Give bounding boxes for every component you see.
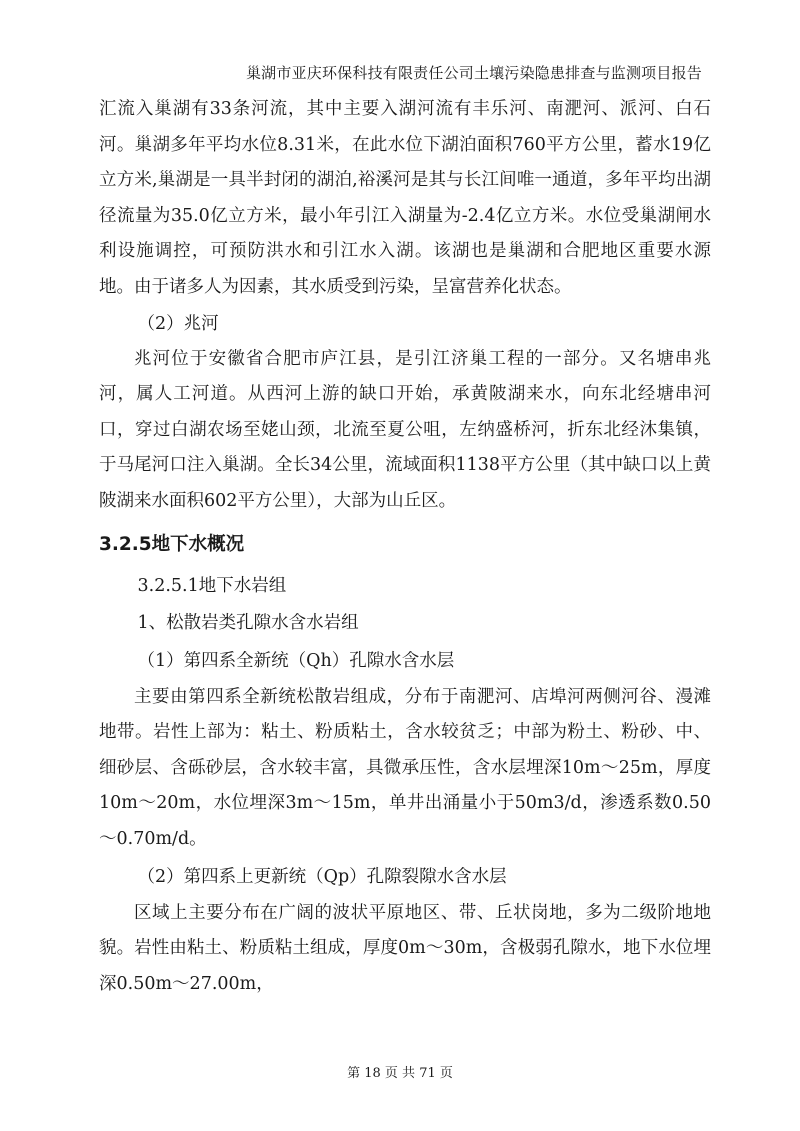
list-heading-loose-rock: 1、松散岩类孔隙水含水岩组 [137, 612, 359, 633]
item-heading-zhaohe: （2）兆河 [137, 313, 219, 334]
footer-prefix: 第 [347, 1066, 361, 1081]
footer-middle: 页 共 [384, 1066, 416, 1081]
page-footer [0, 1062, 800, 1081]
footer-suffix: 页 [439, 1066, 453, 1081]
item-heading-pleistocene: （2）第四系上更新统（Qp）孔隙裂隙水含水层 [137, 866, 507, 887]
paragraph-zhaohe: 兆河位于安徽省合肥市庐江县，是引江济巢工程的一部分。又名塘串兆河，属人工河道。从西河上游的缺口开始，承黄陂湖来水，向东北经塘串河口，穿过白湖农场至姥山颈，北流至夏公咀，左纳盛桥河，折东北经沐集镇，于马尾河口注入巢湖。全长34公里，流域面积1138平方公里（其中缺口以上黄陂湖来水面积602平方公里），大部为山丘区。 [99, 348, 711, 511]
total-pages: 71 [419, 1066, 436, 1081]
section-heading-groundwater: 3.2.5地下水概况 [99, 533, 245, 555]
paragraph-pleistocene: 区域上主要分布在广阔的波状平原地区、带、丘状岗地，多为二级阶地地貌。岩性由粘土、粉质粘土组成，厚度0m～30m，含极弱孔隙水，地下水位埋深0.50m～27.00m， [99, 902, 711, 994]
paragraph-holocene: 主要由第四系全新统松散岩组成，分布于南淝河、店埠河两侧河谷、漫滩地带。岩性上部为：粘土、粉质粘土，含水较贫乏；中部为粉土、粉砂、中、细砂层、含砾砂层，含水较丰富，具微承压性，含水层埋深10m～25m，厚度10m～20m，水位埋深3m～15m，单井出涌量小于50m3/d，渗透系数0.50～0.70m/d。 [99, 686, 711, 849]
item-heading-holocene: （1）第四系全新统（Qh）孔隙水含水层 [137, 650, 455, 671]
header-divider [99, 86, 702, 87]
page-number: 18 [364, 1066, 381, 1081]
paragraph-chaohu-lake: 汇流入巢湖有33条河流，其中主要入湖河流有丰乐河、南淝河、派河、白石河。巢湖多年平均水位8.31米，在此水位下湖泊面积760平方公里，蓄水19亿立方米,巢湖是一具半封闭的湖泊,裕溪河是其与长江间唯一通道，多年平均出湖径流量为35.0亿立方米，最小年引江入湖量为-2.4亿立方米。水位受巢湖闸水利设施调控，可预防洪水和引江水入湖。该湖也是巢湖和合肥地区重要水源地。由于诸多人为因素，其水质受到污染，呈富营养化状态。 [99, 99, 711, 297]
subsection-heading-aquifer: 3.2.5.1地下水岩组 [137, 575, 287, 596]
report-header: 巢湖市亚庆环保科技有限责任公司土壤污染隐患排查与监测项目报告 [245, 64, 702, 82]
document-body [99, 92, 711, 1002]
